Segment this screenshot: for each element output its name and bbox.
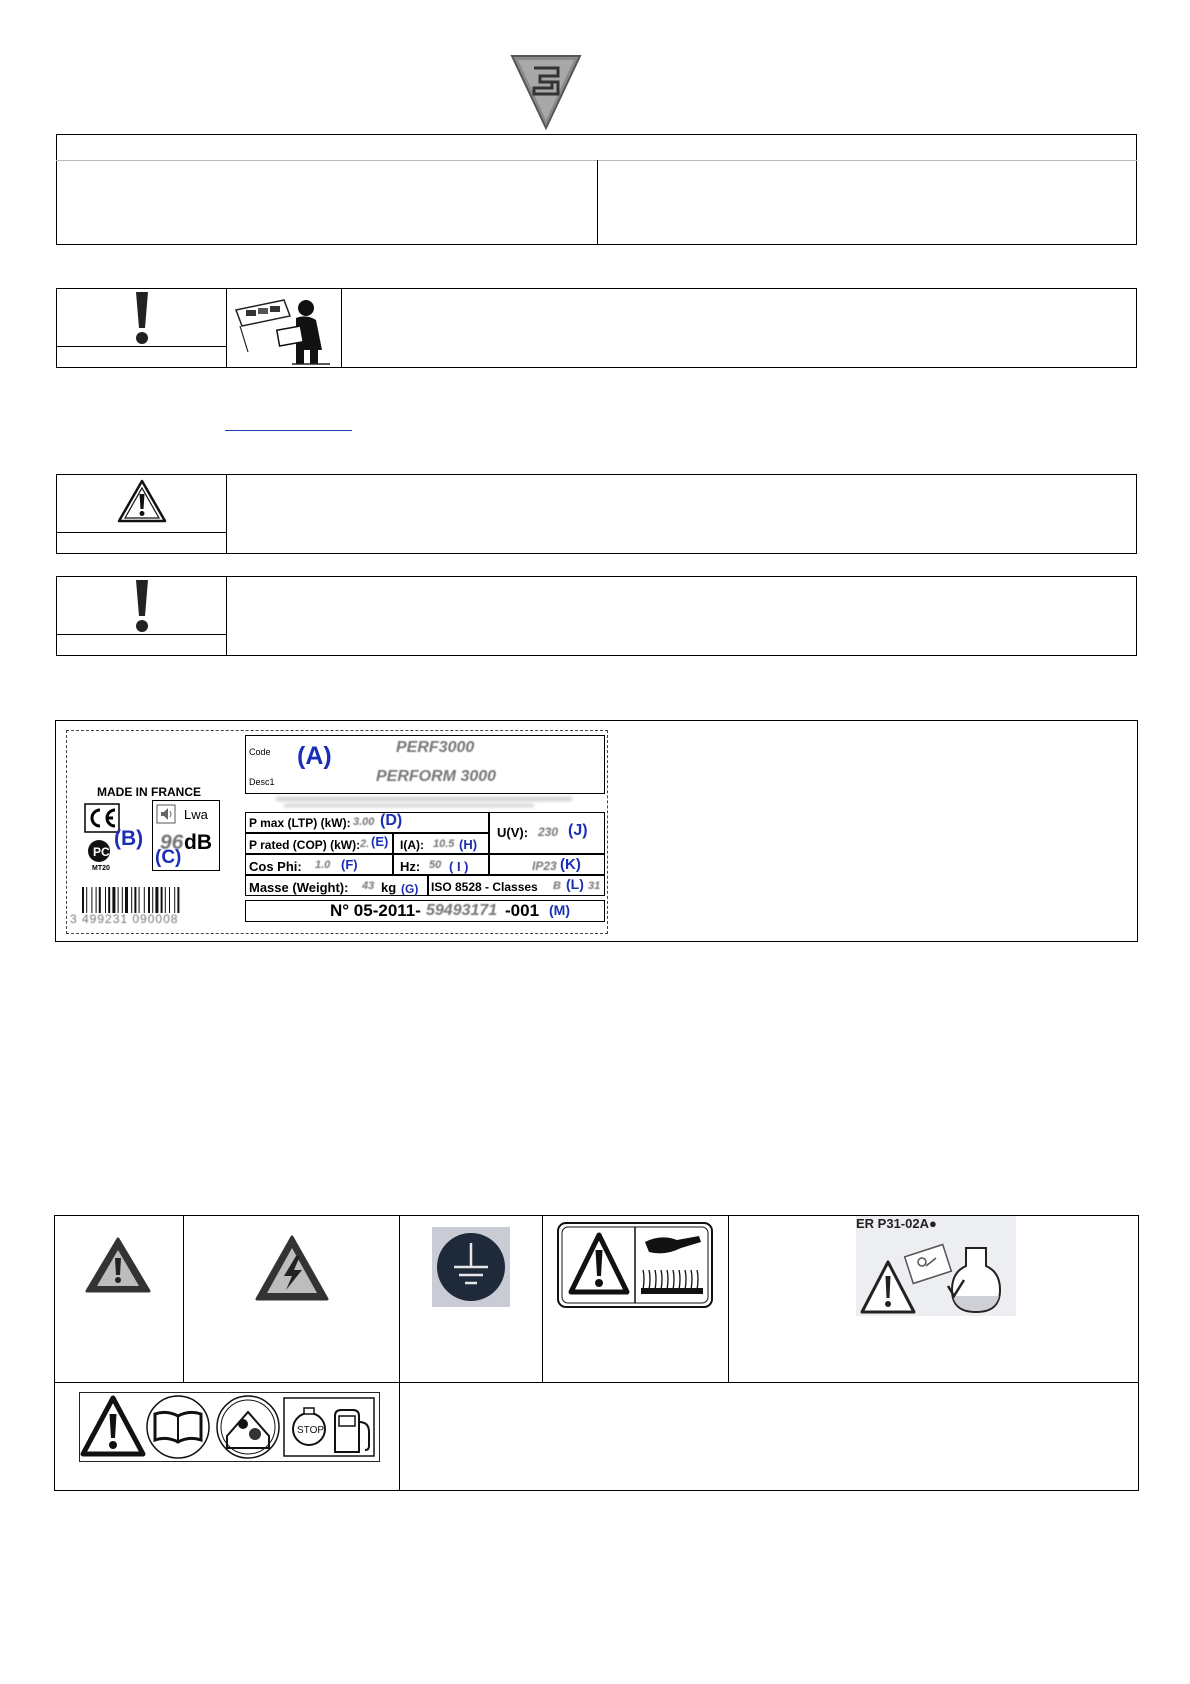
plate-code-label: Code	[249, 747, 271, 757]
notice-col-divider	[226, 576, 227, 656]
notice-col-divider	[226, 474, 227, 554]
plate-cosphi-label: Cos Phi:	[249, 859, 302, 874]
plate-hz-value: 50	[429, 859, 442, 871]
notice-caution	[56, 576, 1137, 656]
plate-marker-j: (J)	[568, 822, 588, 839]
electrical-hazard-icon	[254, 1234, 330, 1302]
plate-hz-label: Hz:	[400, 859, 421, 874]
plate-blurred-address	[276, 797, 572, 801]
plate-ip-value: IP23	[532, 859, 557, 873]
symbols-col-divider	[728, 1215, 729, 1382]
plate-iso-label: ISO 8528 - Classes	[431, 880, 538, 894]
plate-marker-k: (K)	[560, 856, 581, 873]
plate-pmax-value: 3.00	[353, 816, 375, 828]
notice-read-manual	[56, 288, 1137, 368]
plate-serial-suffix: -001	[505, 901, 540, 920]
svg-text:PC: PC	[93, 845, 110, 859]
plate-noise-value: 96	[160, 831, 184, 854]
plate-prated-label: P rated (COP) (kW):	[249, 838, 361, 852]
general-warning-icon	[84, 1236, 152, 1294]
plate-prated-value: 2.	[360, 838, 370, 850]
plate-pmax-label: P max (LTP) (kW):	[249, 816, 351, 830]
plate-made-in: MADE IN FRANCE	[97, 785, 201, 799]
plate-serial-prefix: N° 05-2011-	[330, 901, 421, 920]
symbols-col-divider	[399, 1215, 400, 1491]
notice-col-divider	[226, 288, 227, 368]
plate-code-value: PERF3000	[396, 739, 475, 756]
plate-cosphi-value: 1.0	[315, 859, 331, 871]
notice-warning	[56, 474, 1137, 554]
plate-current-value: 10.5	[433, 838, 455, 850]
noise-speaker-icon	[156, 804, 176, 824]
combined-safety-sign	[79, 1392, 380, 1462]
notice-cell-divider	[56, 532, 226, 533]
plate-blurred-address	[284, 804, 534, 807]
plate-marker-f: (F)	[341, 857, 358, 872]
plate-weight-unit: kg	[381, 880, 397, 895]
plate-iso-tail: 31	[588, 880, 601, 892]
plate-marker-d: (D)	[380, 812, 403, 829]
plate-marker-a: (A)	[297, 742, 332, 770]
stop-label: STOP	[297, 1425, 325, 1436]
header-table-col-divider	[597, 160, 598, 245]
notice-col-divider	[341, 288, 342, 368]
earth-ground-icon	[432, 1227, 510, 1307]
plate-mt20: MT20	[92, 865, 110, 872]
exclamation-icon	[132, 578, 152, 634]
plate-lwa-label: Lwa	[184, 807, 208, 822]
plate-iso-value: B	[553, 880, 561, 892]
notice-cell-divider	[56, 634, 226, 635]
hot-surface-warning-icon	[557, 1222, 713, 1308]
plate-marker-l: (L)	[566, 876, 584, 892]
plate-desc-label: Desc1	[249, 777, 275, 787]
plate-weight-value: 43	[362, 880, 375, 892]
warning-triangle-icon	[116, 478, 168, 524]
plate-marker-h: (H)	[459, 837, 478, 852]
symbols-row-divider	[54, 1382, 1139, 1383]
plate-marker-b: (B)	[114, 827, 144, 850]
read-manual-person-icon	[234, 292, 338, 366]
exclamation-icon	[132, 290, 152, 346]
brand-logo	[508, 52, 584, 132]
plate-marker-m: (M)	[549, 902, 570, 918]
plate-marker-c: (C)	[155, 847, 182, 868]
oil-level-warning-icon	[856, 1232, 1016, 1316]
link-underline[interactable]	[225, 430, 352, 431]
plate-weight-label: Masse (Weight):	[249, 880, 349, 895]
plate-desc-value: PERFORM 3000	[376, 768, 497, 785]
plate-marker-i: ( I )	[449, 859, 469, 874]
notice-cell-divider	[56, 346, 226, 347]
symbols-col-divider	[542, 1215, 543, 1382]
plate-barcode-number: 3 499231 090008	[70, 912, 179, 926]
plate-voltage-label: U(V):	[497, 825, 529, 840]
plate-current-label: I(A):	[400, 838, 424, 852]
plate-marker-g: (G)	[401, 882, 419, 896]
pct-certification-icon	[86, 838, 114, 864]
plate-serial-mid: 59493171	[426, 902, 498, 919]
plate-voltage-value: 230	[538, 825, 559, 839]
plate-noise-unit: dB	[184, 831, 212, 854]
symbols-col-divider	[183, 1215, 184, 1382]
plate-marker-e: (E)	[371, 834, 389, 849]
fuel-warning-code: ER P31-02A●	[856, 1216, 937, 1231]
